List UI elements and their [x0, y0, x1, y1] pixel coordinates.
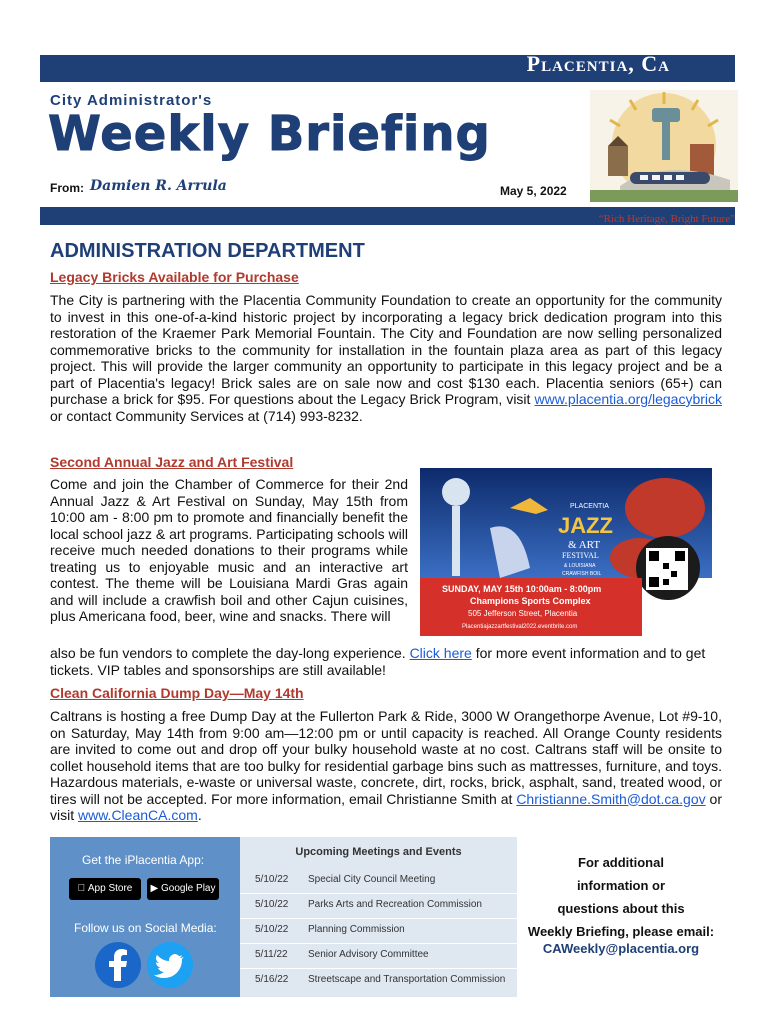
meeting-row [240, 943, 517, 969]
dump-body-end: . [197, 807, 202, 823]
flyer-address: 505 Jefferson Street, Placentia [468, 609, 578, 618]
meeting-date: 5/10/22 [255, 924, 289, 935]
apple-icon [78, 883, 86, 894]
clean-ca-link[interactable]: www.CleanCA.com [78, 807, 198, 823]
jazz-festival-body: Come and join the Chamber of Commerce for their 2nd Annual Jazz & Art Festival on Sunday, May 15th from 10:00 am - 8:00 pm to promote and financially benefit the local school jazz & art programs. Participating schools will receive much needed donations to their programs while treating us to enjoyable music and an interactive art contest. The theme will be Louisiana Mardi Gras again and will include a crawfish boil and other Cajun cuisines, plus Americana food, beer, wine and snacks. There will [50, 476, 408, 624]
dump-body-mid: or visit [50, 790, 722, 823]
meeting-name: Planning Commission [308, 924, 405, 935]
flyer-art: & ART [568, 539, 601, 551]
issue-date: May 5, 2022 [500, 184, 567, 198]
newsletter-title: Weekly Briefing [48, 106, 491, 162]
newsletter-kicker: City Administrator's [50, 92, 213, 109]
meeting-row [240, 918, 517, 944]
info-line: questions about this [557, 901, 685, 916]
google-play-label: Google Play [161, 883, 216, 894]
app-label: Get the iPlacentia App: [82, 853, 205, 867]
dump-day-heading: Clean California Dump Day—May 14th [50, 685, 304, 701]
social-label: Follow us on Social Media: [74, 921, 217, 935]
meeting-date: 5/16/22 [255, 974, 289, 985]
meeting-row [240, 893, 517, 919]
jazz-festival-heading: Second Annual Jazz and Art Festival [50, 454, 294, 470]
city-logo-illustration [590, 90, 738, 202]
footer-panel [50, 837, 725, 997]
meeting-date: 5/10/22 [255, 899, 289, 910]
jazz-festival-flyer [420, 468, 712, 636]
flyer-city: PLACENTIA [570, 503, 609, 510]
meeting-name: Streetscape and Transportation Commission [308, 974, 506, 985]
from-name: Damien R. Arrula [90, 178, 227, 194]
jazz-cont-end: for more event information and to get tickets. VIP tables and sponsorships are still available! [50, 645, 706, 678]
flyer-jazz: JAZZ [558, 513, 613, 538]
google-play-button[interactable] [147, 878, 219, 900]
contact-info-text [517, 851, 725, 943]
dump-day-body [50, 708, 722, 824]
meeting-date: 5/10/22 [255, 874, 289, 885]
flyer-venue: Champions Sports Complex [470, 596, 591, 606]
info-line: information or [576, 878, 666, 893]
department-heading: ADMINISTRATION DEPARTMENT [50, 240, 365, 262]
legacy-body-end: or contact Community Services at (714) 993-8232. [50, 407, 363, 424]
dump-email-link[interactable]: Christianne.Smith@dot.ca.gov [516, 790, 706, 807]
contact-info-panel [517, 837, 725, 997]
flyer-url: Placentiajazzartfestival2022.eventbrite.com [462, 624, 578, 630]
dump-body-text: Caltrans is hosting a free Dump Day at the Fullerton Park & Ride, 3000 W Orangethorpe Avenue, Lot #9-10, on Saturday, May 14th from 9:00 am—12:00 pm or until capacity is reached. All Orange County residents are invited to come out and drop off your bulky household waste at no cost. Caltrans staff will be onsite to collet household items that are too bulky for residential garbage bins such as mattresses, furniture, and toys. Hazardous materials, e-waste or universal waste, concrete, dirt, rocks, brick, asphalt, sand, treated wood, or tires will not be accepted. For more information, email Christianne Smith at [50, 708, 722, 807]
app-store-button[interactable] [69, 878, 141, 900]
legacy-body-text: The City is partnering with the Placentia Community Foundation to create an opportunity for the community to invest in this one-of-a-kind historic project by incorporating a legacy brick dedication program into this restoration of the Kraemer Park Memorial Fountain. The City and Foundation are now selling personalized commemorative bricks to the community for installation in the fountain plaza area as part of this legacy project. This will provide the larger community an opportunity to participate in this legacy project and be a part of Placentia's legacy! Brick sales are on sale now and cost $130 each. Placentia seniors (65+) can purchase a brick for $95. For questions about the Legacy Brick Program, visit [50, 292, 722, 407]
jazz-festival-body-continued [50, 645, 722, 678]
meeting-date: 5/11/22 [255, 949, 288, 960]
play-icon: ▶ [150, 883, 159, 894]
meetings-panel [240, 837, 517, 997]
facebook-icon[interactable] [94, 941, 142, 989]
info-line: For additional [578, 855, 664, 870]
twitter-icon[interactable] [146, 941, 194, 989]
flyer-when: SUNDAY, MAY 15th 10:00am - 8:00pm [442, 584, 602, 594]
flyer-festival: FESTIVAL [562, 551, 599, 560]
app-store-label: App Store [82, 883, 128, 894]
legacy-bricks-body [50, 292, 722, 424]
app-social-panel [50, 837, 240, 997]
meeting-name: Senior Advisory Committee [308, 949, 429, 960]
contact-email[interactable]: CAWeekly@placentia.org [542, 941, 700, 956]
meeting-name: Special City Council Meeting [308, 874, 436, 885]
meetings-title: Upcoming Meetings and Events [295, 846, 462, 858]
jazz-cont-text: also be fun vendors to complete the day-long experience. [50, 645, 410, 661]
from-label: From: [50, 181, 84, 195]
flyer-louisiana: & LOUISIANA [564, 563, 596, 569]
meeting-row [240, 968, 517, 993]
flyer-crawfish: CRAWFISH BOIL [562, 571, 602, 577]
meeting-name: Parks Arts and Recreation Commission [308, 899, 482, 910]
info-line: Weekly Briefing, please email: [527, 924, 715, 939]
meeting-row [240, 868, 517, 894]
city-tagline: “Rich Heritage, Bright Future” [598, 213, 735, 225]
legacy-brick-link[interactable]: www.placentia.org/legacybrick [534, 391, 722, 407]
jazz-click-here-link[interactable]: Click here [409, 645, 472, 661]
legacy-bricks-heading: Legacy Bricks Available for Purchase [50, 269, 299, 285]
city-name: Placentia, Ca [526, 51, 670, 76]
